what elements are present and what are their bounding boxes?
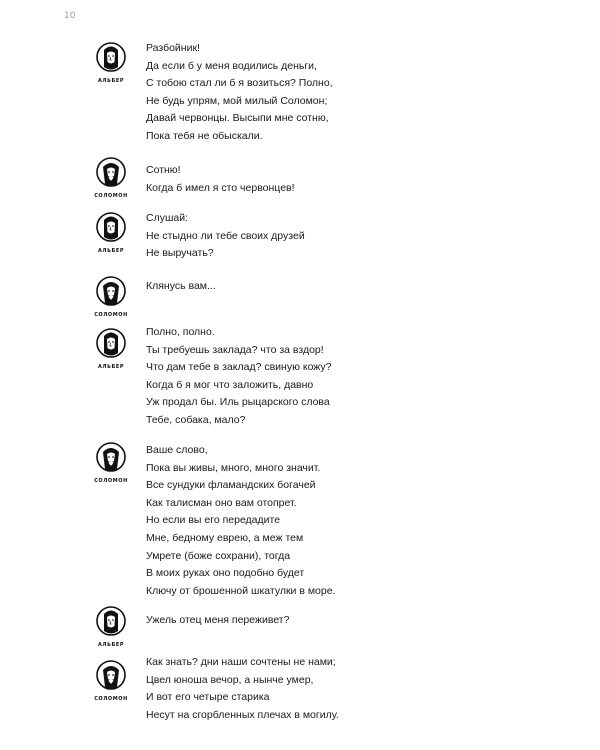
solomon-portrait-icon: [96, 660, 126, 694]
page-number: 10: [64, 11, 76, 21]
albert-portrait-icon: [96, 42, 126, 76]
dialogue-block: [146, 278, 216, 296]
speaker-name-albert: АЛЬБЕР: [97, 364, 125, 370]
dialogue-line: Не выручать?: [146, 247, 214, 260]
speaker-avatar-solomon: [94, 157, 128, 199]
speaker-name-albert: АЛЬБЕР: [97, 248, 125, 254]
dialogue-line: Не стыдно ли тебе своих друзей: [146, 229, 305, 242]
solomon-portrait-icon: [96, 157, 126, 191]
dialogue-line: Все сундуки фламандских богачей: [146, 479, 316, 492]
dialogue-line: Да если б у меня водились деньги,: [146, 59, 317, 72]
speaker-avatar-albert: [94, 328, 128, 370]
dialogue-line: Когда б я мог что заложить, давно: [146, 378, 314, 391]
solomon-portrait-icon: [96, 442, 126, 476]
dialogue-line: Ключу от брошенной шкатулки в море.: [146, 584, 336, 597]
dialogue-line: Что дам тебе в заклад? свиную кожу?: [146, 361, 332, 374]
dialogue-line: Тебе, собака, мало?: [146, 413, 246, 426]
albert-portrait-icon: [96, 328, 126, 362]
dialogue-line: Ваше слово,: [146, 444, 208, 456]
dialogue-line: Пока тебя не обыскали.: [146, 129, 263, 142]
dialogue-line: Сотню!: [146, 164, 181, 176]
dialogue-block: [146, 324, 332, 430]
speaker-avatar-albert: [94, 606, 128, 648]
dialogue-block: [146, 654, 339, 724]
dialogue-line: Ужель отец меня переживет?: [146, 614, 290, 626]
dialogue-line: Разбойник!: [146, 42, 200, 54]
dialogue-block: [146, 612, 289, 630]
dialogue-line: И вот его четыре старика: [146, 691, 270, 704]
speaker-avatar-solomon: [94, 276, 128, 318]
speaker-name-albert: АЛЬБЕР: [97, 642, 125, 648]
dialogue-line: Но если вы его передадите: [146, 514, 281, 527]
dialogue-line: Не будь упрям, мой милый Соломон;: [146, 94, 328, 107]
dialogue-line: Пока вы живы, много, много значит.: [146, 461, 321, 474]
speaker-avatar-albert: [94, 212, 128, 254]
solomon-portrait-icon: [96, 276, 126, 310]
speaker-name-solomon: СОЛОМОН: [94, 193, 128, 199]
dialogue-block: [146, 162, 295, 197]
dialogue-line: Уж продал бы. Иль рыцарского слова: [146, 396, 330, 409]
speaker-avatar-albert: [94, 42, 128, 84]
dialogue-line: Давай червонцы. Высыпи мне сотню,: [146, 112, 329, 125]
dialogue-line: Несут на сгорбленных плечах в могилу.: [146, 708, 339, 721]
dialogue-line: Когда б имел я сто червонцев!: [146, 181, 295, 194]
albert-portrait-icon: [96, 606, 126, 640]
dialogue-line: Клянусь вам...: [146, 280, 216, 292]
dialogue-line: Слушай:: [146, 212, 189, 224]
speaker-avatar-solomon: [94, 442, 128, 484]
dialogue-line: Цвел юноша вечор, а нынче умер,: [146, 673, 314, 686]
dialogue-line: Как талисман оно вам отопрет.: [146, 496, 297, 509]
dialogue-line: Мне, бедному еврею, а меж тем: [146, 531, 304, 544]
dialogue-block: [146, 210, 305, 263]
dialogue-line: С тобою стал ли б я возиться? Полно,: [146, 77, 333, 90]
speaker-name-solomon: СОЛОМОН: [94, 478, 128, 484]
dialogue-line: Полно, полно.: [146, 326, 215, 338]
dialogue-line: Ты требуешь заклада? что за вздор!: [146, 343, 324, 356]
dialogue-block: [146, 442, 336, 600]
dialogue-line: Умрете (боже сохрани), тогда: [146, 549, 291, 562]
speaker-name-albert: АЛЬБЕР: [97, 78, 125, 84]
dialogue-line: Как знать? дни наши сочтены не нами;: [146, 656, 336, 668]
speaker-name-solomon: СОЛОМОН: [94, 312, 128, 318]
dialogue-line: В моих руках оно подобно будет: [146, 567, 305, 580]
speaker-avatar-solomon: [94, 660, 128, 702]
albert-portrait-icon: [96, 212, 126, 246]
speaker-name-solomon: СОЛОМОН: [94, 696, 128, 702]
dialogue-block: [146, 40, 333, 146]
